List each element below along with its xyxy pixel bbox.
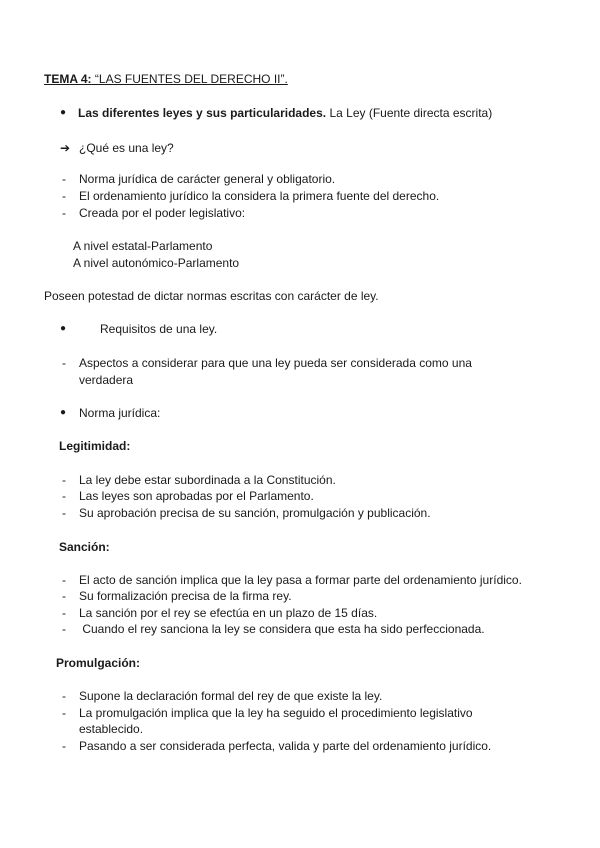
sancion-heading: Sanción: <box>59 540 110 554</box>
title-text: “LAS FUENTES DEL DERECHO II”. <box>91 72 288 86</box>
dash-icon: - <box>62 739 66 753</box>
dash-icon: - <box>62 189 66 203</box>
requisitos-text: Requisitos de una ley. <box>100 322 218 336</box>
dash-icon: - <box>62 573 66 587</box>
promulgacion-item: Pasando a ser considerada perfecta, valida y parte del ordenamiento jurídico. <box>79 739 492 753</box>
sancion-item: El acto de sanción implica que la ley pasa a formar parte del ordenamiento jurídico. <box>79 573 522 587</box>
dash-icon: - <box>62 589 66 603</box>
dash-icon: - <box>62 606 66 620</box>
dash-icon: - <box>62 489 66 503</box>
aspectos-line1: Aspectos a considerar para que una ley pueda ser considerada como una <box>79 356 472 370</box>
level-item: A nivel autonómico-Parlamento <box>73 256 240 270</box>
bullet-icon: ● <box>60 107 67 118</box>
dash-icon: - <box>62 689 66 703</box>
level-item: A nivel estatal-Parlamento <box>73 239 213 253</box>
dash-icon: - <box>62 356 66 370</box>
dash-icon: - <box>62 622 66 636</box>
intro-line <box>78 105 492 121</box>
legitimidad-item: Su aprobación precisa de su sanción, promulgación y publicación. <box>79 506 431 520</box>
dash-icon: - <box>62 206 66 220</box>
sancion-item: La sanción por el rey se efectúa en un plazo de 15 días. <box>79 606 378 620</box>
dash-icon: - <box>62 172 66 186</box>
legitimidad-item: La ley debe estar subordinada a la Constitución. <box>79 473 336 487</box>
promulgacion-item: La promulgación implica que la ley ha seguido el procedimiento legislativo <box>79 706 473 720</box>
promulgacion-heading: Promulgación: <box>56 656 141 670</box>
promulgacion-item-cont: establecido. <box>79 722 144 736</box>
norma-text: Norma jurídica: <box>79 406 161 420</box>
dash-icon: - <box>62 473 66 487</box>
question-text: ¿Qué es una ley? <box>79 141 174 155</box>
intro-bold: Las diferentes leyes y sus particularidades. <box>78 106 327 120</box>
legitimidad-item: Las leyes son aprobadas por el Parlamento. <box>79 489 314 503</box>
bullet-icon: ● <box>60 407 67 418</box>
def-item: Norma jurídica de carácter general y obligatorio. <box>79 172 336 186</box>
dash-icon: - <box>62 706 66 720</box>
def-item: Creada por el poder legislativo: <box>79 206 246 220</box>
promulgacion-item: Supone la declaración formal del rey de que existe la ley. <box>79 689 383 703</box>
potestad-text: Poseen potestad de dictar normas escritas con carácter de ley. <box>44 289 379 303</box>
title-prefix: TEMA 4: <box>44 72 92 86</box>
intro-rest: La Ley (Fuente directa escrita) <box>326 106 493 120</box>
aspectos-line2: verdadera <box>79 373 134 387</box>
document-title <box>44 71 288 87</box>
sancion-item: Su formalización precisa de la firma rey. <box>79 589 292 603</box>
arrow-icon: ➔ <box>60 141 71 155</box>
dash-icon: - <box>62 506 66 520</box>
bullet-icon: ● <box>60 323 67 334</box>
sancion-item: Cuando el rey sanciona la ley se considera que esta ha sido perfeccionada. <box>79 622 485 636</box>
legitimidad-heading: Legitimidad: <box>59 439 131 453</box>
def-item: El ordenamiento jurídico la considera la primera fuente del derecho. <box>79 189 440 203</box>
